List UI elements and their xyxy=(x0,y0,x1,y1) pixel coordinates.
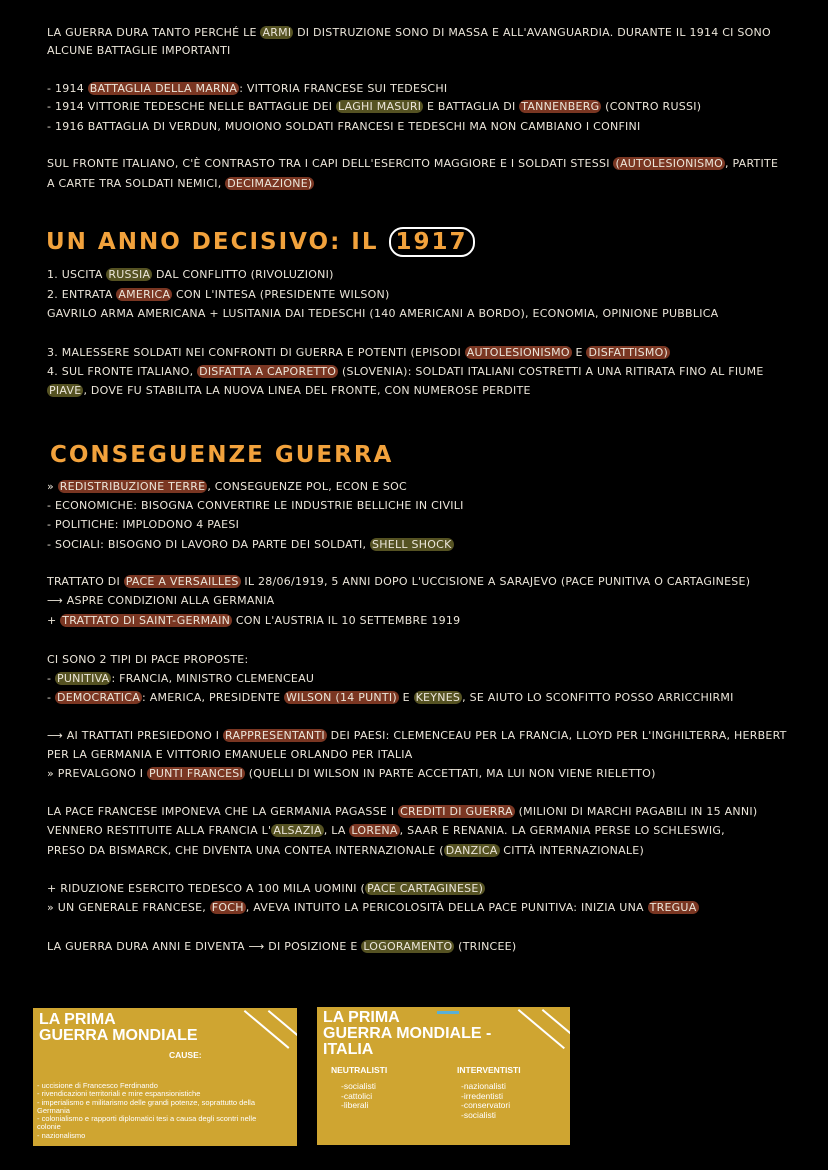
text-line xyxy=(47,803,757,821)
list-item: - uccisione di Francesco Ferdinando xyxy=(37,1081,158,1090)
text-segment: E xyxy=(571,346,587,359)
text-line xyxy=(47,612,460,630)
text-line xyxy=(47,880,485,898)
text-line xyxy=(47,42,231,60)
highlighted-term: BATTAGLIA DELLA MARNA xyxy=(89,82,238,95)
text-line xyxy=(47,175,314,193)
card-stroke xyxy=(518,1009,565,1049)
text-segment: TRATTATO DI xyxy=(47,575,124,588)
heading-1917-text: UN ANNO DECISIVO: IL xyxy=(46,229,379,255)
highlighted-term: REDISTRIBUZIONE TERRE xyxy=(59,480,206,493)
text-segment: E BATTAGLIA DI xyxy=(423,100,520,113)
highlighted-term: TANNENBERG xyxy=(521,100,600,113)
highlighted-term: PIAVE xyxy=(49,384,82,397)
text-segment: E xyxy=(398,691,414,704)
text-line xyxy=(47,670,314,688)
text-segment: DI DISTRUZIONE SONO DI MASSA E ALL'AVANGUARDIA. DURANTE IL 1914 CI SONO xyxy=(293,26,771,39)
highlighted-term: (AUTOLESIONISMO xyxy=(615,157,723,170)
text-segment: PER LA GERMANIA E VITTORIO EMANUELE ORLANDO PER ITALIA xyxy=(47,748,413,761)
list-item: - imperialismo e militarismo delle grandi potenze, soprattutto della Germania xyxy=(37,1097,256,1115)
text-line xyxy=(47,689,734,707)
heading-conseguenze: CONSEGUENZE GUERRA xyxy=(50,442,394,468)
text-line xyxy=(47,516,239,534)
text-segment: - xyxy=(47,672,55,685)
text-segment: 1. USCITA xyxy=(47,268,107,281)
text-segment: ⟶ ASPRE CONDIZIONI ALLA GERMANIA xyxy=(47,594,275,607)
highlighted-term: WILSON (14 PUNTI) xyxy=(286,691,397,704)
text-line xyxy=(47,899,699,917)
text-segment: 3. MALESSERE SOLDATI NEI CONFRONTI DI GUERRA E POTENTI (EPISODI xyxy=(47,346,465,359)
highlighted-term: ALSAZIA xyxy=(273,824,322,837)
text-line xyxy=(47,98,701,116)
text-segment: (MILIONI DI MARCHI PAGABILI IN 15 ANNI) xyxy=(514,805,758,818)
text-line xyxy=(47,305,718,323)
highlighted-term: DISFATTISMO) xyxy=(588,346,669,359)
text-line xyxy=(47,382,531,400)
text-line xyxy=(47,727,787,745)
text-line xyxy=(47,592,274,610)
text-line xyxy=(47,118,641,136)
text-segment: LA PACE FRANCESE IMPONEVA CHE LA GERMANIA PAGASSE I xyxy=(47,805,399,818)
list-item: -irredentisti xyxy=(461,1090,504,1101)
text-segment: - 1914 VITTORIE TEDESCHE NELLE BATTAGLIE DEI xyxy=(47,100,337,113)
list-item: -cattolici xyxy=(341,1090,373,1101)
text-line xyxy=(47,536,454,554)
text-segment: » UN GENERALE FRANCESE, xyxy=(47,901,210,914)
list-item: -socialisti xyxy=(461,1109,496,1120)
list-item: - nazionalismo xyxy=(37,1130,86,1140)
highlighted-term: LAGHI MASURI xyxy=(338,100,422,113)
text-line xyxy=(47,651,248,669)
text-line xyxy=(47,573,750,591)
highlighted-term: PUNTI FRANCESI xyxy=(148,767,243,780)
list-item: -conservatori xyxy=(461,1100,511,1110)
text-line xyxy=(47,746,413,764)
card-stroke xyxy=(244,1010,289,1048)
list-item: -nazionalisti xyxy=(461,1081,506,1091)
text-segment: , PARTITE xyxy=(725,157,779,170)
neutralisti-list xyxy=(341,1082,376,1111)
text-segment: , AVEVA INTUITO LA PERICOLOSITÀ DELLA PACE PUNITIVA: INIZIA UNA xyxy=(245,901,648,914)
highlighted-term: PACE CARTAGINESE) xyxy=(367,882,484,895)
text-segment: DEI PAESI: CLEMENCEAU PER LA FRANCIA, LLOYD PER L'INGHILTERRA, HERBERT xyxy=(326,729,787,742)
card-cause xyxy=(33,1008,297,1146)
text-line xyxy=(47,155,778,173)
highlighted-term: KEYNES xyxy=(415,691,461,704)
text-segment: LA GUERRA DURA ANNI E DIVENTA ⟶ DI POSIZIONE E xyxy=(47,940,362,953)
list-item: -socialisti xyxy=(341,1081,376,1091)
list-item: - colonialismo e rapporti diplomatici tesi a causa degli scontri nelle colonie xyxy=(37,1114,257,1132)
text-segment: ⟶ AI TRATTATI PRESIEDONO I xyxy=(47,729,224,742)
highlighted-term: RUSSIA xyxy=(108,268,151,281)
card-cause-subtitle: CAUSE: xyxy=(169,1050,202,1060)
text-segment: VENNERO RESTITUITE ALLA FRANCIA L' xyxy=(47,824,272,837)
text-segment: - ECONOMICHE: BISOGNA CONVERTIRE LE INDUSTRIE BELLICHE IN CIVILI xyxy=(47,499,464,512)
text-segment: - SOCIALI: BISOGNO DI LAVORO DA PARTE DEI SOLDATI, xyxy=(47,538,371,551)
text-segment: CON L'INTESA (PRESIDENTE WILSON) xyxy=(172,288,390,301)
text-segment: IL 28/06/1919, 5 ANNI DOPO L'UCCISIONE A SARAJEVO (PACE PUNITIVA O CARTAGINESE) xyxy=(240,575,751,588)
text-line xyxy=(47,938,516,956)
text-segment: CITTÀ INTERNAZIONALE) xyxy=(499,844,644,857)
text-segment: CON L'AUSTRIA IL 10 SETTEMBRE 1919 xyxy=(232,614,461,627)
text-segment: (QUELLI DI WILSON IN PARTE ACCETTATI, MA LUI NON VIENE RIELETTO) xyxy=(245,767,656,780)
highlighted-term: LORENA xyxy=(351,824,398,837)
text-line xyxy=(47,842,644,860)
highlighted-term: LOGORAMENTO xyxy=(363,940,453,953)
heading-1917 xyxy=(46,227,475,257)
text-segment: » xyxy=(47,480,58,493)
text-segment: - 1916 BATTAGLIA DI VERDUN, MUOIONO SOLDATI FRANCESI E TEDESCHI MA NON CAMBIANO I CONFINI xyxy=(47,120,641,133)
text-segment: , LA xyxy=(323,824,350,837)
text-segment: , SE AIUTO LO SCONFITTO POSSO ARRICCHIRMI xyxy=(462,691,734,704)
card-cause-title: LA PRIMA GUERRA MONDIALE xyxy=(39,1011,198,1044)
text-segment: (CONTRO RUSSI) xyxy=(601,100,702,113)
highlighted-term: TRATTATO DI SAINT-GERMAIN xyxy=(62,614,231,627)
highlighted-term: AMERICA xyxy=(118,288,171,301)
text-segment: CI SONO 2 TIPI DI PACE PROPOSTE: xyxy=(47,653,249,666)
text-segment: 2. ENTRATA xyxy=(47,288,117,301)
interventisti-title: INTERVENTISTI xyxy=(457,1065,521,1075)
text-line xyxy=(47,478,407,496)
text-segment: (TRINCEE) xyxy=(454,940,517,953)
text-segment: , CONSEGUENZE POL, ECON E SOC xyxy=(207,480,407,493)
text-segment: : AMERICA, PRESIDENTE xyxy=(142,691,285,704)
highlighted-term: SHELL SHOCK xyxy=(372,538,452,551)
text-segment: ALCUNE BATTAGLIE IMPORTANTI xyxy=(47,44,231,57)
text-line xyxy=(47,24,771,42)
text-segment: - xyxy=(47,691,55,704)
highlighted-term: PACE A VERSAILLES xyxy=(125,575,239,588)
text-line xyxy=(47,286,390,304)
text-segment: A CARTE TRA SOLDATI NEMICI, xyxy=(47,177,226,190)
text-line xyxy=(47,822,725,840)
highlighted-term: TREGUA xyxy=(649,901,697,914)
list-item: - rivendicazioni territoriali e mire espansionistiche xyxy=(37,1089,201,1099)
text-segment: SUL FRONTE ITALIANO, C'È CONTRASTO TRA I CAPI DELL'ESERCITO MAGGIORE E I SOLDATI STESSI xyxy=(47,157,614,170)
text-segment: PRESO DA BISMARCK, CHE DIVENTA UNA CONTEA INTERNAZIONALE ( xyxy=(47,844,444,857)
highlighted-term: CREDITI DI GUERRA xyxy=(400,805,513,818)
card-italia xyxy=(317,1007,570,1145)
highlighted-term: ARMI xyxy=(262,26,292,39)
text-segment: 4. SUL FRONTE ITALIANO, xyxy=(47,365,198,378)
text-segment: , DOVE FU STABILITA LA NUOVA LINEA DEL FRONTE, CON NUMEROSE PERDITE xyxy=(83,384,531,397)
highlighted-term: PUNITIVA xyxy=(56,672,110,685)
highlighted-term: FOCH xyxy=(211,901,244,914)
text-segment: , SAAR E RENANIA. LA GERMANIA PERSE LO SCHLESWIG, xyxy=(399,824,725,837)
highlighted-term: DEMOCRATICA xyxy=(56,691,141,704)
circled-year: 1917 xyxy=(389,227,475,257)
highlighted-term: RAPPRESENTANTI xyxy=(225,729,325,742)
list-item: -liberali xyxy=(341,1100,369,1110)
text-line xyxy=(47,497,464,515)
interventisti-list xyxy=(461,1082,510,1120)
text-line xyxy=(47,363,764,381)
card-italia-title: LA PRIMA GUERRA MONDIALE - ITALIA xyxy=(323,1009,492,1058)
text-segment: + xyxy=(47,614,61,627)
text-segment: + RIDUZIONE ESERCITO TEDESCO A 100 MILA UOMINI ( xyxy=(47,882,366,895)
text-segment: - POLITICHE: IMPLODONO 4 PAESI xyxy=(47,518,240,531)
text-line xyxy=(47,266,334,284)
highlighted-term: DISFATTA A CAPORETTO xyxy=(199,365,337,378)
highlighted-term: DANZICA xyxy=(445,844,498,857)
text-segment: - 1914 xyxy=(47,82,88,95)
text-line xyxy=(47,344,670,362)
neutralisti-title: NEUTRALISTI xyxy=(331,1065,388,1075)
text-segment: DAL CONFLITTO (RIVOLUZIONI) xyxy=(152,268,334,281)
text-segment: : FRANCIA, MINISTRO CLEMENCEAU xyxy=(111,672,315,685)
text-segment: : VITTORIA FRANCESE SUI TEDESCHI xyxy=(239,82,448,95)
highlighted-term: DECIMAZIONE) xyxy=(227,177,313,190)
text-segment: GAVRILO ARMA AMERICANA + LUSITANIA DAI TEDESCHI (140 AMERICANI A BORDO), ECONOMIA, OPINIONE PUBBLICA xyxy=(47,307,719,320)
text-segment: LA GUERRA DURA TANTO PERCHÉ LE xyxy=(47,26,261,39)
card-cause-list xyxy=(37,1082,277,1140)
highlighted-term: AUTOLESIONISMO xyxy=(466,346,570,359)
text-segment: » PREVALGONO I xyxy=(47,767,147,780)
text-line xyxy=(47,80,447,98)
text-segment: (SLOVENIA): SOLDATI ITALIANI COSTRETTI A UNA RITIRATA FINO AL FIUME xyxy=(338,365,764,378)
text-line xyxy=(47,765,656,783)
